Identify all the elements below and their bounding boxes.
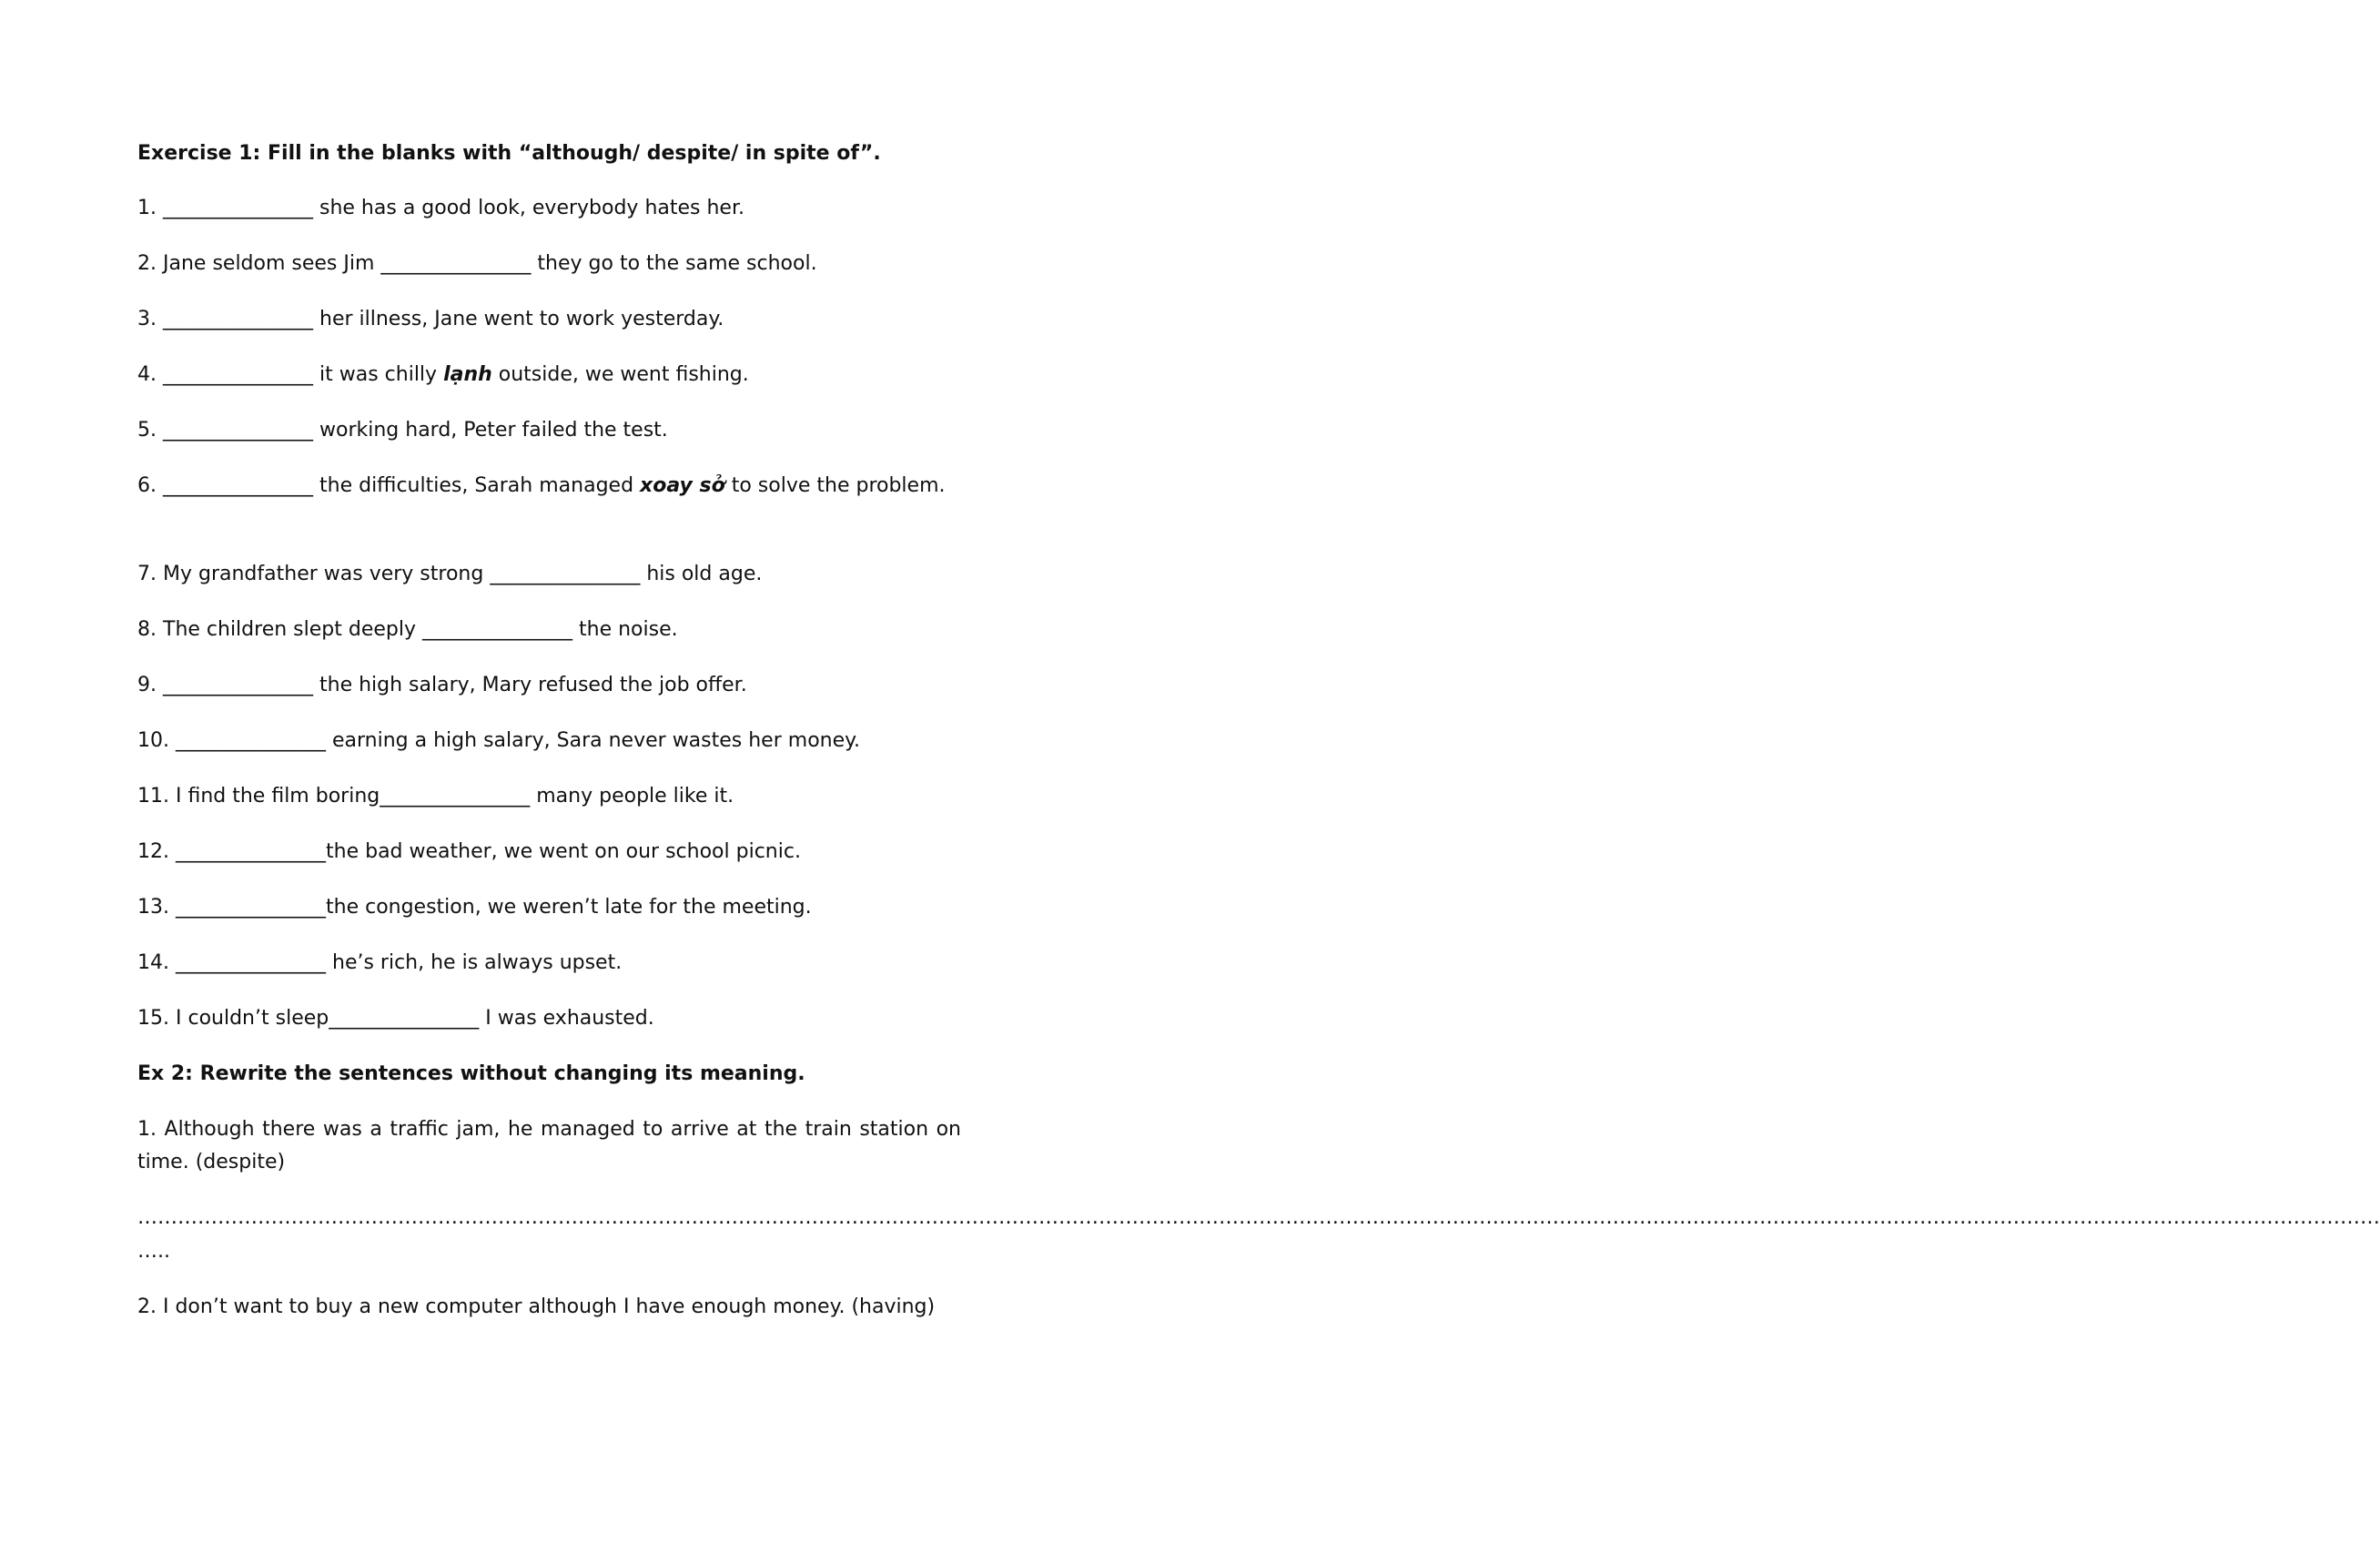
answer-blank[interactable]: _______________ (329, 1007, 480, 1030)
ex1-item-9 (137, 669, 961, 702)
item-number: 15. (137, 1007, 169, 1030)
answer-blank[interactable]: _______________ (163, 197, 313, 219)
item-text: The children slept deeply (163, 618, 416, 641)
answer-blank[interactable]: _______________ (163, 419, 313, 442)
answer-line[interactable]: ………………………………………………………………………………………………………………………………………………………………………………………………………………………………………………………………………………………………………… (137, 1206, 2380, 1229)
ex1-item-6 (137, 470, 961, 503)
answer-blank[interactable]: _______________ (163, 308, 313, 330)
item-number: 10. (137, 729, 169, 752)
answer-blank[interactable]: _______________ (163, 674, 313, 696)
ex1-item-15 (137, 1002, 961, 1035)
vietnamese-gloss: xoay sở (640, 474, 725, 497)
ex1-item-5 (137, 414, 961, 447)
ex2-item-2: 2. I don’t want to buy a new computer although I have enough money. (having) (137, 1295, 936, 1318)
answer-blank[interactable]: _______________ (176, 896, 326, 919)
item-text: working hard, Peter failed the test. (319, 419, 668, 442)
item-text: I was exhausted. (485, 1007, 654, 1030)
item-text: to solve the problem. (731, 474, 946, 497)
item-text: Jane seldom sees Jim (163, 252, 375, 275)
answer-blank[interactable]: _______________ (380, 785, 531, 808)
item-text: outside, we went fishing. (498, 363, 749, 386)
item-text: the noise. (579, 618, 678, 641)
item-text: the difficulties, Sarah managed (319, 474, 634, 497)
ex1-item-4 (137, 359, 961, 391)
item-text: many people like it. (536, 785, 734, 808)
ex1-item-1 (137, 192, 961, 225)
item-number: 1. (137, 197, 157, 219)
item-text: the high salary, Mary refused the job offer. (319, 674, 747, 696)
item-text: the bad weather, we went on our school picnic. (326, 840, 801, 863)
item-number: 5. (137, 419, 157, 442)
item-number: 3. (137, 308, 157, 330)
ex1-item-8 (137, 614, 961, 646)
answer-line-continuation[interactable]: ….. (137, 1240, 170, 1263)
ex1-item-14 (137, 947, 961, 980)
answer-blank[interactable]: _______________ (163, 474, 313, 497)
ex1-item-10 (137, 725, 961, 757)
item-number: 13. (137, 896, 169, 919)
item-text: earning a high salary, Sara never wastes her money. (332, 729, 861, 752)
item-number: 6. (137, 474, 157, 497)
item-number: 12. (137, 840, 169, 863)
answer-blank[interactable]: _______________ (163, 363, 313, 386)
answer-blank[interactable]: _______________ (176, 951, 326, 974)
item-text: her illness, Jane went to work yesterday. (319, 308, 724, 330)
item-number: 4. (137, 363, 157, 386)
item-text: I find the film boring (176, 785, 380, 808)
ex2-item-1: 1. Although there was a traffic jam, he managed to arrive at the train station on time. (despite) (137, 1118, 961, 1173)
exercise2-title: Ex 2: Rewrite the sentences without changing its meaning. (137, 1062, 805, 1085)
item-text: the congestion, we weren’t late for the meeting. (326, 896, 812, 919)
item-number: 8. (137, 618, 157, 641)
item-text: they go to the same school. (537, 252, 817, 275)
answer-blank[interactable]: _______________ (380, 252, 532, 275)
item-text: she has a good look, everybody hates her. (319, 197, 744, 219)
item-text: I couldn’t sleep (176, 1007, 329, 1030)
answer-blank[interactable]: _______________ (422, 618, 572, 641)
ex1-item-13 (137, 891, 961, 924)
answer-blank[interactable]: _______________ (490, 563, 641, 585)
item-number: 14. (137, 951, 169, 974)
exercise1-title: Exercise 1: Fill in the blanks with “although/ despite/ in spite of”. (137, 142, 881, 165)
ex1-item-3 (137, 303, 961, 336)
item-number: 7. (137, 563, 157, 585)
item-number: 9. (137, 674, 157, 696)
item-text: My grandfather was very strong (163, 563, 484, 585)
answer-blank[interactable]: _______________ (176, 729, 326, 752)
ex1-item-7 (137, 558, 961, 591)
item-text: his old age. (646, 563, 763, 585)
item-number: 11. (137, 785, 169, 808)
answer-blank[interactable]: _______________ (176, 840, 326, 863)
ex1-item-2 (137, 248, 961, 280)
item-number: 2. (137, 252, 157, 275)
ex1-item-11 (137, 780, 961, 813)
ex1-item-12 (137, 836, 961, 868)
item-text: he’s rich, he is always upset. (332, 951, 623, 974)
item-text: it was chilly (319, 363, 438, 386)
vietnamese-gloss: lạnh (443, 363, 492, 386)
